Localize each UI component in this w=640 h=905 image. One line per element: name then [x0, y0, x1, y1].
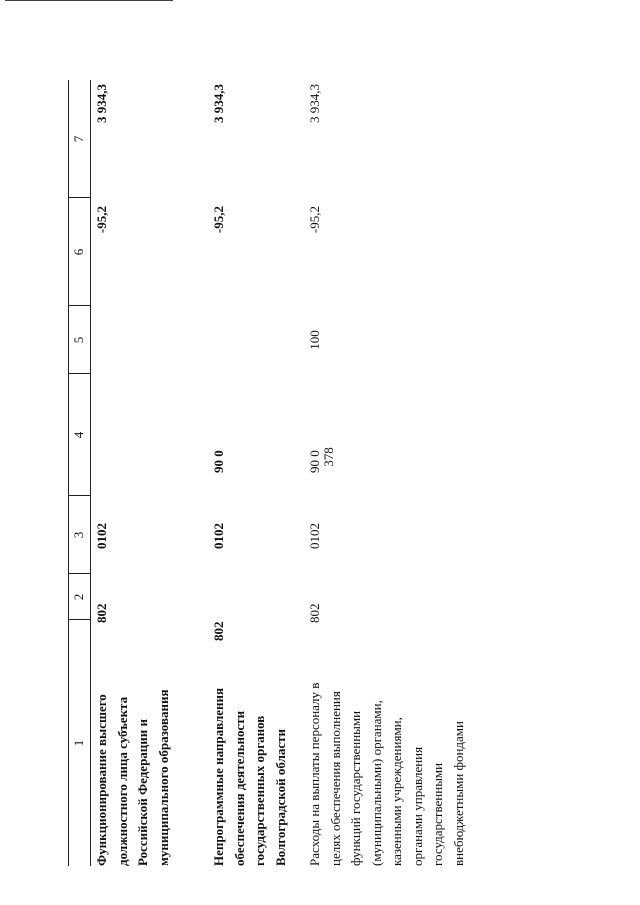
row-name: Функционирование высшего должностного лица субъекта Российской Федерации и муниципального образования: [94, 689, 171, 866]
row-c7: 3 934,3: [307, 84, 322, 123]
row-c4: 90 0: [211, 450, 226, 473]
row-c2: 802: [307, 603, 322, 623]
row-c7: 3 934,3: [211, 84, 226, 123]
row-c7: 3 934,3: [94, 84, 109, 123]
row-c6: -95,2: [94, 206, 109, 234]
row-c3: 0102: [211, 523, 226, 549]
row-c2: 802: [211, 621, 226, 641]
row-c6: -95,2: [211, 206, 226, 234]
row-name: Расходы на выплаты персоналу в целях обеспечения выполнения функций государственными (муниципальными) органами, казенными учреждениями, органами управления государственными внебюджетными фондами: [307, 682, 466, 866]
header-col-5: 5: [71, 336, 86, 344]
header-col-6: 6: [71, 248, 86, 256]
row-c3: 0102: [94, 523, 109, 549]
header-col-7: 7: [71, 135, 86, 143]
row-c5: 100: [307, 330, 322, 350]
row-c6: -95,2: [307, 206, 322, 234]
header-col-2: 2: [71, 593, 86, 601]
row-c4: 90 0: [307, 450, 322, 473]
header-col-1: 1: [71, 739, 86, 747]
row-c2: 802: [94, 603, 109, 623]
top-rule: [5, 0, 173, 1]
page-number: 378: [321, 447, 336, 467]
header-col-4: 4: [71, 431, 86, 439]
row-c3: 0102: [307, 523, 322, 549]
header-col-3: 3: [71, 531, 86, 539]
row-name: Непрограммные направления обеспечения деятельности государственных органов Волгоградской области: [211, 687, 288, 866]
